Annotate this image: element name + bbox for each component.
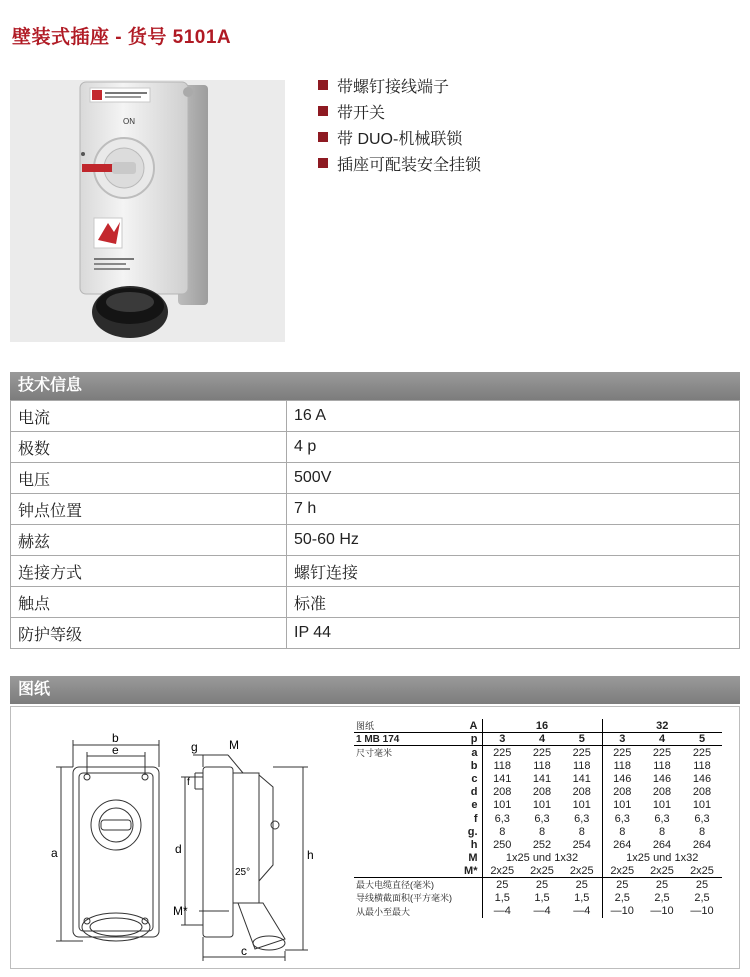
table-cell: 2x25 [682, 865, 722, 878]
feature-item [318, 124, 481, 150]
spec-value: 7 h [287, 494, 740, 525]
dim-label-d: d [175, 842, 182, 856]
table-cell: 118 [572, 759, 591, 772]
table-cell [454, 905, 482, 918]
spec-key: 极数 [11, 432, 287, 463]
feature-item [318, 150, 481, 176]
spec-value: 标准 [287, 587, 740, 618]
table-cell: 208 [692, 786, 712, 799]
table-cell: 4 [642, 733, 682, 746]
table-row [354, 865, 722, 878]
spec-key: 电压 [11, 463, 287, 494]
table-cell [354, 865, 454, 878]
table-cell: 208 [572, 786, 591, 799]
table-cell: 264 [652, 838, 672, 851]
table-cell: 25 [655, 878, 669, 891]
spec-value: 16 A [287, 401, 740, 432]
table-cell: 尺寸毫米 [356, 748, 393, 759]
table-row [11, 463, 740, 494]
table-cell: 25 [482, 878, 522, 892]
table-cell: 208 [602, 786, 642, 799]
table-cell [354, 825, 454, 838]
table-cell: 8 [698, 825, 706, 838]
table-cell: 图纸 [354, 719, 454, 733]
table-cell [354, 772, 454, 785]
table-cell: 6,3 [654, 812, 670, 825]
table-cell [454, 878, 482, 892]
table-cell: 8 [578, 825, 585, 838]
spec-key: 赫兹 [11, 525, 287, 556]
table-cell: 141 [532, 772, 552, 785]
table-row [354, 825, 722, 838]
table-cell: 25 [602, 878, 642, 892]
socket-illustration [10, 80, 285, 342]
dim-label-m: M [229, 738, 239, 752]
table-row [11, 587, 740, 618]
table-row [354, 878, 722, 892]
table-cell: 254 [572, 838, 591, 851]
table-cell: a [471, 746, 478, 759]
table-cell: h [470, 838, 478, 851]
table-cell: 32 [602, 719, 722, 733]
dim-label-h: h [307, 848, 314, 862]
table-cell: 从最小至最大 [356, 906, 411, 917]
spec-table [10, 400, 740, 649]
table-row [354, 772, 722, 785]
table-cell: 252 [532, 838, 552, 851]
table-cell: 1,5 [482, 891, 522, 904]
table-cell: 101 [532, 799, 552, 812]
table-cell: 8 [538, 825, 546, 838]
table-cell: 25 [695, 878, 709, 891]
dimension-table [354, 719, 722, 918]
table-cell [354, 759, 454, 772]
table-cell: 146 [692, 772, 712, 785]
spec-value: 500V [287, 463, 740, 494]
table-cell: 141 [572, 772, 591, 785]
spec-key: 电流 [11, 401, 287, 432]
table-cell: d [470, 786, 478, 799]
switch-on-label: ON [123, 117, 135, 126]
table-cell: 2,5 [654, 891, 670, 904]
page-title: 壁装式插座 - 货号 5101A [12, 27, 232, 48]
table-cell: b [470, 759, 478, 772]
table-cell: 25 [575, 878, 588, 891]
table-cell [354, 852, 454, 865]
table-cell: 208 [532, 786, 552, 799]
dim-label-e: e [112, 743, 119, 757]
table-cell: 208 [482, 786, 522, 799]
spec-value: IP 44 [287, 618, 740, 649]
bullet-icon [318, 80, 328, 90]
table-cell: c [471, 772, 478, 785]
table-row [354, 733, 722, 746]
table-cell: 最大电缆直径(毫米) [356, 880, 434, 891]
table-cell: 225 [532, 746, 552, 759]
table-row [354, 838, 722, 851]
table-cell: 146 [602, 772, 642, 785]
dim-label-angle: 25° [235, 867, 251, 878]
table-cell: —10 [602, 905, 642, 918]
table-cell: 8 [658, 825, 666, 838]
feature-text: 带螺钉接线端子 [337, 78, 450, 96]
drawing-panel [10, 706, 740, 969]
table-cell: 6,3 [694, 812, 710, 825]
table-cell [354, 786, 454, 799]
table-cell: —10 [690, 905, 714, 918]
table-cell: 101 [652, 799, 672, 812]
feature-item [318, 72, 481, 98]
feature-text: 带开关 [337, 104, 386, 122]
table-row [354, 852, 722, 865]
table-row [11, 401, 740, 432]
table-row [354, 891, 722, 904]
table-cell: 1x25 und 1x32 [482, 852, 602, 865]
table-cell: 2x25 [562, 865, 602, 878]
table-cell: 6,3 [602, 812, 642, 825]
table-cell: 6,3 [534, 812, 550, 825]
product-image [10, 80, 285, 342]
dim-label-b: b [112, 731, 119, 745]
bullet-icon [318, 158, 328, 168]
table-cell: f [473, 812, 478, 825]
drawing-header: 图纸 [10, 676, 740, 704]
table-cell: 3 [602, 733, 642, 746]
table-cell: 5 [682, 733, 722, 746]
table-row [354, 759, 722, 772]
feature-list [318, 72, 481, 176]
table-cell [354, 812, 454, 825]
table-row [11, 556, 740, 587]
table-cell: 101 [572, 799, 591, 812]
bullet-icon [318, 132, 328, 142]
dim-label-a: a [51, 846, 58, 860]
table-cell: 118 [602, 759, 642, 772]
spec-key: 防护等级 [11, 618, 287, 649]
dim-label-c: c [241, 944, 247, 958]
spec-value: 50-60 Hz [287, 525, 740, 556]
table-cell: 2x25 [522, 865, 562, 878]
table-cell: 264 [692, 838, 712, 851]
table-cell: 264 [602, 838, 642, 851]
spec-value: 螺钉连接 [287, 556, 740, 587]
table-cell: 141 [482, 772, 522, 785]
table-cell: 5 [562, 733, 602, 746]
table-cell: g. [467, 825, 478, 838]
spec-key: 连接方式 [11, 556, 287, 587]
table-cell: 1,5 [534, 891, 550, 904]
table-row [11, 525, 740, 556]
table-row [354, 905, 722, 918]
table-cell: 1,5 [574, 891, 590, 904]
table-cell [454, 891, 482, 904]
table-cell: 2x25 [602, 865, 642, 878]
dimension-drawing [23, 725, 343, 965]
table-cell: 1x25 und 1x32 [602, 852, 722, 865]
table-cell: 4 [522, 733, 562, 746]
table-cell: 225 [482, 746, 522, 760]
table-cell: 118 [653, 759, 671, 772]
table-cell: 118 [693, 759, 711, 772]
table-cell: M* [454, 865, 482, 878]
table-row [354, 799, 722, 812]
table-cell: 225 [692, 746, 712, 759]
table-cell: 225 [652, 746, 672, 759]
table-cell: 16 [482, 719, 602, 733]
table-cell: 101 [482, 799, 522, 812]
table-cell: 2,5 [602, 891, 642, 904]
table-row [11, 618, 740, 649]
table-cell: 225 [602, 746, 642, 760]
table-row [11, 494, 740, 525]
table-cell: 3 [482, 733, 522, 746]
feature-text: 带 DUO-机械联锁 [337, 130, 463, 148]
table-row [354, 746, 722, 760]
bullet-icon [318, 106, 328, 116]
table-cell: —4 [482, 905, 522, 918]
dim-label-mstar: M* [173, 904, 188, 918]
table-cell: —4 [533, 905, 551, 918]
dimension-table-wrap [354, 719, 722, 918]
table-cell: 8 [482, 825, 522, 838]
table-cell: 250 [482, 838, 522, 851]
table-cell: 146 [652, 772, 672, 785]
table-cell: 208 [652, 786, 672, 799]
table-cell: —10 [650, 905, 674, 918]
table-cell: 6,3 [574, 812, 590, 825]
table-cell: 1 MB 174 [354, 733, 454, 746]
table-cell: 8 [602, 825, 642, 838]
table-cell: p [454, 733, 482, 746]
table-cell: 101 [602, 799, 642, 812]
table-row [354, 719, 722, 733]
table-cell [354, 838, 454, 851]
dim-label-g: g [191, 740, 198, 754]
feature-item [318, 98, 481, 124]
table-cell: 118 [533, 759, 551, 772]
table-cell: M [468, 852, 478, 865]
table-cell: e [471, 799, 478, 812]
table-cell: 25 [535, 878, 549, 891]
table-cell: 导线横截面积(平方毫米) [356, 893, 452, 904]
table-cell: 6,3 [482, 812, 522, 825]
spec-value: 4 p [287, 432, 740, 463]
tech-info-header: 技术信息 [10, 372, 740, 400]
table-cell: —4 [573, 905, 591, 918]
table-cell [354, 799, 454, 812]
dim-label-f: f [187, 777, 190, 788]
spec-key: 触点 [11, 587, 287, 618]
feature-text: 插座可配装安全挂锁 [337, 156, 482, 174]
table-row [354, 812, 722, 825]
table-cell: 2x25 [482, 865, 522, 878]
table-cell: 2,5 [694, 891, 710, 904]
table-row [11, 432, 740, 463]
table-cell: 225 [572, 746, 591, 759]
table-cell: 118 [482, 759, 522, 772]
spec-key: 钟点位置 [11, 494, 287, 525]
table-cell: 2x25 [642, 865, 682, 878]
table-cell: 101 [692, 799, 712, 812]
table-cell: A [454, 719, 482, 733]
table-row [354, 786, 722, 799]
